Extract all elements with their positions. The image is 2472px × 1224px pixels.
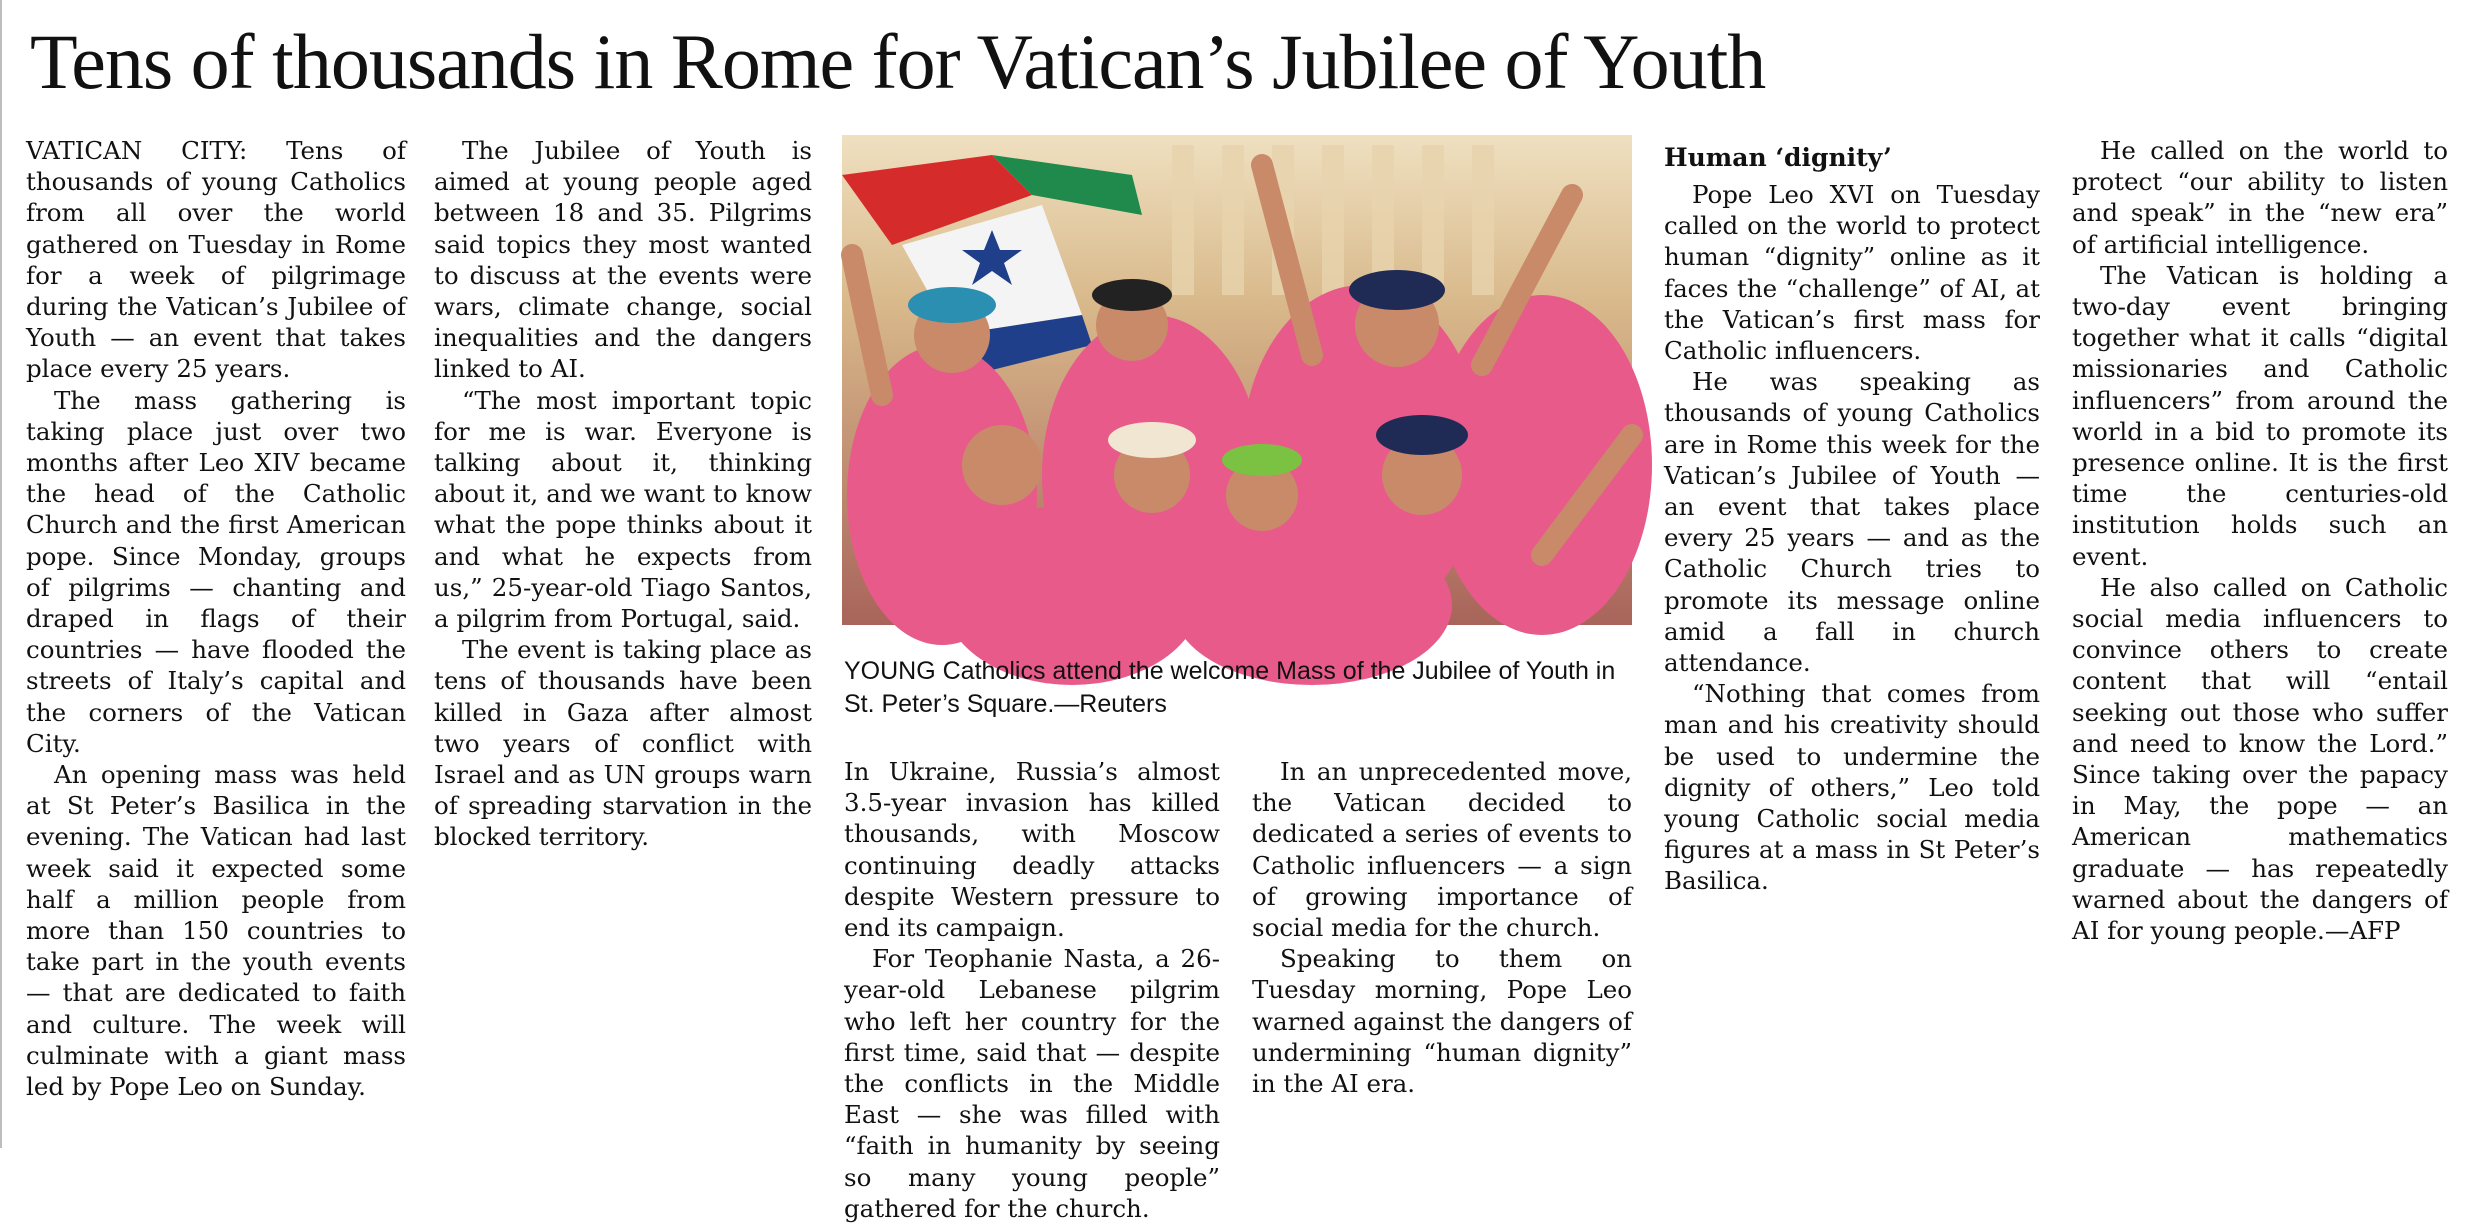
article-column-2	[434, 135, 812, 1148]
crowd-photo	[842, 135, 1632, 625]
paragraph: “The most important topic for me is war. Everyone is talking about it, thinking about it, and we want to know what the pope thinks about it and what he expects from us,” 25-year-old Tiago Santos, a pilgrim from Portugal, said.	[434, 385, 812, 634]
article-column-1	[26, 135, 406, 1148]
headline: Tens of thousands in Rome for Vatican’s Jubilee of Youth	[30, 18, 1766, 105]
paragraph: The Jubilee of Youth is aimed at young people aged between 18 and 35. Pilgrims said topics they most wanted to discuss at the events were wars, climate change, social inequalities and the dangers linked to AI.	[434, 136, 812, 384]
article-column-4	[1252, 756, 1632, 1148]
paragraph: The event is taking place as tens of thousands have been killed in Gaza after almost two years of conflict with Israel and as UN groups warn of spreading starvation in the blocked territory.	[434, 635, 812, 852]
paragraph: Speaking to them on Tuesday morning, Pope Leo warned against the dangers of undermining “human dignity” in the AI era.	[1252, 944, 1632, 1099]
crowd-photo-icon	[842, 135, 1632, 625]
paragraph: “Nothing that comes from man and his creativity should be used to undermine the dignity of others,” Leo told young Catholic social media figures at a mass in St Peter’s Basilica.	[1664, 679, 2040, 896]
subhead: Human ‘dignity’	[1664, 143, 1892, 172]
paragraph: An opening mass was held at St Peter’s Basilica in the evening. The Vatican had last week said it expected some half a million people from more than 150 countries to take part in the youth events — that are dedicated to faith and culture. The week will culminate with a giant mass led by Pope Leo on Sunday.	[26, 760, 406, 1102]
paragraph: For Teophanie Nasta, a 26-year-old Lebanese pilgrim who left her country for the first time, said that — despite the conflicts in the Middle East — she was filled with “faith in humanity by seeing so many young people” gathered for the church.	[844, 944, 1220, 1223]
paragraph: VATICAN CITY: Tens of thousands of young Catholics from all over the world gathered on Tuesday in Rome for a week of pilgrimage during the Vatican’s Jubilee of Youth — an event that takes place every 25 years.	[26, 136, 406, 384]
paragraph: Pope Leo XVI on Tuesday called on the world to protect human “dignity” online as it faces the “challenge” of AI, at the Vatican’s first mass for Catholic influencers.	[1664, 180, 2040, 366]
paragraph: The Vatican is holding a two-day event bringing together what it calls “digital missionaries and Catholic influencers” from around the world in a bid to promote its presence online. It is the first time the centuries-old institution holds such an event.	[2072, 260, 2448, 571]
paragraph: The mass gathering is taking place just over two months after Leo XIV became the head of the Catholic Church and the first American pope. Since Monday, groups of pilgrims — chanting and draped in flags of their countries — have flooded the streets of Italy’s capital and the corners of the Vatican City.	[26, 385, 406, 758]
paragraph: He was speaking as thousands of young Catholics are in Rome this week for the Vatican’s Jubilee of Youth — an event that takes place every 25 years — and as the Catholic Church tries to promote its message online amid a fall in church attendance.	[1664, 367, 2040, 678]
paragraph: He called on the world to protect “our ability to listen and speak” in the “new era” of artificial intelligence.	[2072, 136, 2448, 259]
article-column-6	[2072, 135, 2448, 1148]
page-left-rule	[0, 0, 2, 1148]
paragraph: In an unprecedented move, the Vatican decided to dedicated a series of events to Catholic influencers — a sign of growing importance of social media for the church.	[1252, 757, 1632, 943]
paragraph: He also called on Catholic social media influencers to convince others to create content that will “entail seeking out those who suffer and need to know the Lord.” Since taking over the papacy in May, the pope — an American mathematics graduate — has repeatedly warned about the dangers of AI for young people.—AFP	[2072, 572, 2448, 946]
photo-caption: YOUNG Catholics attend the welcome Mass of the Jubilee of Youth in St. Peter’s Square.—Reuters	[844, 657, 1616, 718]
paragraph: In Ukraine, Russia’s almost 3.5-year invasion has killed thousands, with Moscow continuing deadly attacks despite Western pressure to end its campaign.	[844, 757, 1220, 943]
article-column-3	[844, 756, 1220, 1223]
article-column-5	[1664, 135, 2040, 1148]
